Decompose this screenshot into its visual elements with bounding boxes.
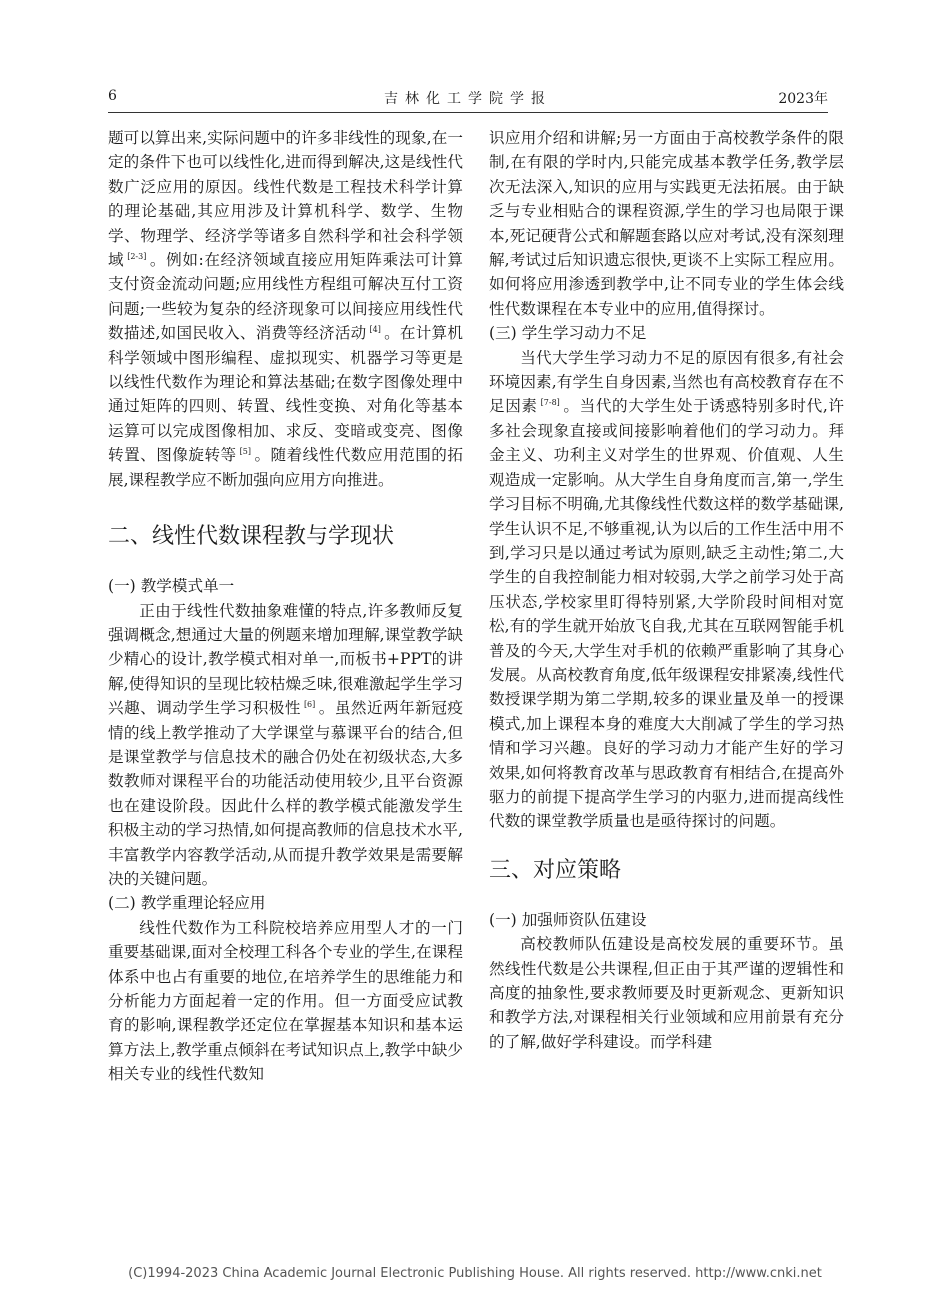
paragraph-theory-over-application: 线性代数作为工科院校培养应用型人才的一门重要基础课,面对全校理工科各个专业的学生,在课程体系中也占有重要的地位,在培养学生的思维能力和分析能力方面起着一定的作用。但一方面受应试教育的影响,课程教学还定位在掌握基本知识和基本运算方法上,教学重点倾斜在考试知识点上,教学中缺少相关专业的线性代数知	[108, 918, 463, 1084]
page-number: 6	[108, 88, 117, 104]
section-heading: 三、对应策略	[489, 857, 622, 883]
citation-ref: [6]	[303, 699, 316, 709]
paragraph-teaching-mode: 正由于线性代数抽象难懂的特点,许多教师反复强调概念,想通过大量的例题来增加理解,课堂教学缺少精心的设计,教学模式相对单一,而板书+PPT的讲解,使得知识的呈现比较枯燥乏味,很难激起学生学习兴趣、调动学生学习积极性 [6] 。虽然近两年新冠疫情的线上教学推动了大学课堂与慕课平台的结合,但是课堂教学与信息技术的融合仍处在初级状态,大多数教师对课程平台的功能活动使用较少,且平台资源也在建设阶段。因此什么样的教学模式能激发学生积极主动的学习热情,如何提高教师的信息技术水平,丰富教学内容教学活动,从而提升教学效果是需要解决的关键问题。	[108, 601, 463, 888]
journal-title: 吉林化工学院学报	[384, 91, 552, 107]
right-column	[489, 126, 844, 1054]
citation-ref: [2-3]	[127, 251, 147, 261]
subsection-heading: (一) 教学模式单一	[108, 577, 235, 596]
left-column	[108, 126, 463, 1087]
citation-ref: [4]	[369, 325, 381, 335]
subsection-heading: (三) 学生学习动力不足	[489, 324, 647, 343]
subsection-heading: (二) 教学重理论轻应用	[108, 894, 266, 913]
subsection-heading: (一) 加强师资队伍建设	[489, 910, 647, 929]
header-rule	[108, 112, 828, 113]
paragraph-faculty-building: 高校教师队伍建设是高校发展的重要环节。虽然线性代数是公共课程,但正由于其严谨的逻辑性和高度的抽象性,要求教师要及时更新观念、更新知识和教学方法,对课程相关行业领域和应用前景有充分的了解,做好学科建设。而学科建	[489, 935, 844, 1051]
publication-year: 2023年	[778, 91, 828, 107]
copyright-footer: (C)1994-2023 China Academic Journal Electronic Publishing House. All rights reserved. http://www.cnki.net	[128, 1266, 822, 1281]
section-heading: 二、线性代数课程教与学现状	[108, 524, 395, 550]
running-header	[108, 88, 828, 112]
paragraph-motivation: 当代大学生学习动力不足的原因有很多,有社会环境因素,有学生自身因素,当然也有高校教育存在不足因素 [7-8] 。当代的大学生处于诱惑特别多时代,许多社会现象直接或间接影响着他们的学习动力。拜金主义、功利主义对学生的世界观、价值观、人生观造成一定影响。从大学生自身角度而言,第一,学生学习目标不明确,尤其像线性代数这样的数学基础课,学生认识不足,不够重视,认为以后的工作生活中用不到,学习只是以通过考试为原则,缺乏主动性;第二,大学生的自我控制能力相对较弱,大学之前学习处于高压状态,学校家里盯得特别紧,大学阶段时间相对宽松,有的学生就开始放飞自我,尤其在互联网智能手机普及的今天,大学生对手机的依赖严重影响了其身心发展。从高校教育角度,低年级课程安排紧凑,线性代数授课学期为第二学期,较多的课业量及单一的授课模式,加上课程本身的难度大大削减了学生的学习热情和学习兴趣。良好的学习动力才能产生好的学习效果,如何将教育改革与思政教育有相结合,在提高外驱力的前提下提高学生学习的内驱力,进而提高线性代数的课堂教学质量也是亟待探讨的问题。	[489, 348, 844, 831]
paragraph-continued: 识应用介绍和讲解;另一方面由于高校教学条件的限制,在有限的学时内,只能完成基本教学任务,教学层次无法深入,知识的应用与实践更无法拓展。由于缺乏与专业相贴合的课程资源,学生的学习也局限于课本,死记硬背公式和解题套路以应对考试,没有深刻理解,考试过后知识遗忘很快,更谈不上实际工程应用。如何将应用渗透到教学中,让不同专业的学生体会线性代数课程在本专业中的应用,值得探讨。	[489, 129, 844, 318]
paragraph-applications: 题可以算出来,实际问题中的许多非线性的现象,在一定的条件下也可以线性化,进而得到解决,这是线性代数广泛应用的原因。线性代数是工程技术科学计算的理论基础,其应用涉及计算机科学、数学、生物学、物理学、经济学等诸多自然科学和社会科学领域 [2-3] 。例如:在经济领域直接应用矩阵乘法可计算支付资金流动问题;应用线性方程组可解决互付工资问题;一些较为复杂的经济现象可以间接应用线性代数描述,如国民收入、消费等经济活动 [4] 。在计算机科学领域中图形编程、虚拟现实、机器学习等更是以线性代数作为理论和算法基础;在数字图像处理中通过矩阵的四则、转置、线性变换、对角化等基本运算可以完成图像相加、求反、变暗或变亮、图像转置、图像旋转等 [5] 。随着线性代数应用范围的拓展,课程教学应不断加强向应用方向推进。	[108, 129, 463, 489]
citation-ref: [7-8]	[540, 398, 560, 408]
citation-ref: [5]	[239, 447, 251, 457]
